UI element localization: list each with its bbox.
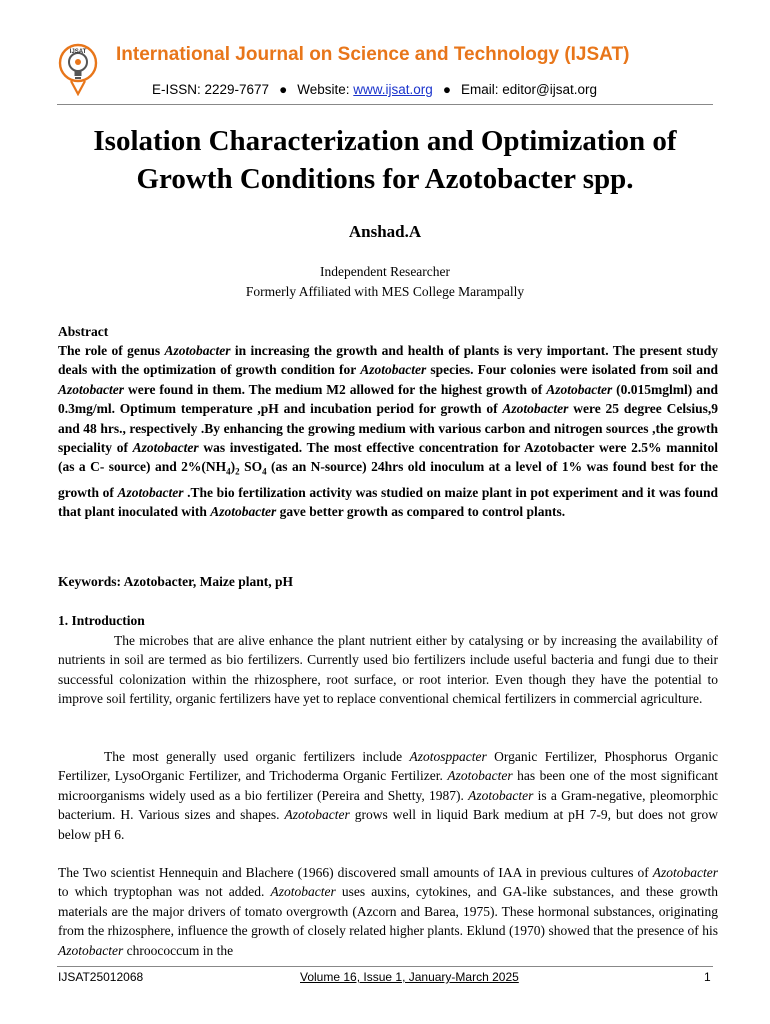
- affiliation-line-1: Independent Researcher: [319, 264, 451, 279]
- email: Email: editor@ijsat.org: [460, 82, 597, 97]
- eissn: E-ISSN: 2229-7677: [152, 82, 270, 97]
- ijsat-logo-icon: [57, 42, 99, 96]
- website-label: Website:: [297, 82, 350, 97]
- logo-text: IJSAT: [69, 49, 87, 55]
- abstract-body: The role of genus Azotobacter in increasing the growth and health of plants is very important. The present study deals with the optimization of growth condition for Azotobacter species. Four colonies were isolated from soil and Azotobacter were found in them. The medium M2 allowed for the highest growth of Azotobacter (0.015mglml) and 0.3mg/ml. Optimum temperature ,pH and incubation period for growth of Azotobacter were 25 degree Celsius,9 and 48 hrs., respectively .By enhancing the growing medium with various carbon and nitrogen sources ,the growth speciality of Azotobacter was investigated. The most effective concentration for Azotobacter were 2.5% mannitol (as a C- source) and $2\%(NH_4)_2$ $SO_4$ (as an N-source) 24hrs old inoculum at a level of 1% was found best for the growth of Azotobacter .The bio fertilization activity was studied on maize plant in pot experiment and it was found that plant inoculated with Azotobacter gave better growth as compared to control plants.: [58, 343, 719, 519]
- author-name: Anshad.A: [348, 222, 422, 241]
- introduction-heading: 1. Introduction: [58, 613, 145, 628]
- website-link[interactable]: www.ijsat.org: [353, 82, 433, 97]
- keywords: Keywords: Azotobacter, Maize plant, pH: [58, 574, 293, 589]
- abstract-heading: Abstract: [58, 324, 109, 339]
- intro-paragraph-2: The most generally used organic fertilizers include Azotosppacter Organic Fertilizer, Phosphorus Organic Fertilizer, LysoOrganic Fertilizer, and Trichoderma Organic Fertilizer. Azotobacter has been one of the most significant microorganisms widely used as a bio fertilizer (Pereira and Shetty, 1987). Azotobacter is a Gram-negative, pleomorphic bacterium. H. Various sizes and shapes. Azotobacter grows well in liquid Bark medium at pH 7-9, but does not grow below pH 6.: [58, 749, 719, 842]
- header-divider: [57, 104, 713, 105]
- footer-divider: [57, 966, 713, 967]
- journal-meta: E-ISSN: 2229-7677 ● Website: www.ijsat.org ● Email: editor@ijsat.org: [152, 82, 597, 97]
- intro-paragraph-3: The Two scientist Hennequin and Blachere (1966) discovered small amounts of IAA in previous cultures of Azotobacter to which tryptophan was not added. Azotobacter uses auxins, cytokines, and GA-like substances, and these growth materials are the major drivers of tomato overgrowth (Azcorn and Barea, 1975). These hormonal substances, originating from the rhizosphere, influence the growth of closely related higher plants. Eklund (1970) showed that the presence of his Azotobacter chroococcum in the: [58, 865, 718, 958]
- paper-title: [40, 122, 730, 198]
- journal-title: International Journal on Science and Technology (IJSAT): [116, 44, 630, 65]
- footer-paper-id: IJSAT25012068: [58, 970, 144, 984]
- title-line-1: Isolation Characterization and Optimization of: [93, 125, 677, 157]
- affiliation-line-2: Formerly Affiliated with MES College Marampally: [245, 284, 525, 299]
- footer-volume: Volume 16, Issue 1, January-March 2025: [300, 970, 519, 984]
- intro-paragraph-1: The microbes that are alive enhance the plant nutrient either by catalysing or by increasing the availability of nutrients in soil are termed as bio fertilizers. Currently used bio fertilizers include useful bacteria and fungi due to their successful colonization within the rhizosphere, root surface, or root interior. Even though they have the potential to improve soil fertility, organic fertilizers have yet to replace conventional chemical fertilizers in commercial agriculture.: [58, 633, 718, 707]
- title-line-2: Growth Conditions for Azotobacter spp.: [136, 163, 634, 195]
- footer-page-number: 1: [704, 970, 711, 984]
